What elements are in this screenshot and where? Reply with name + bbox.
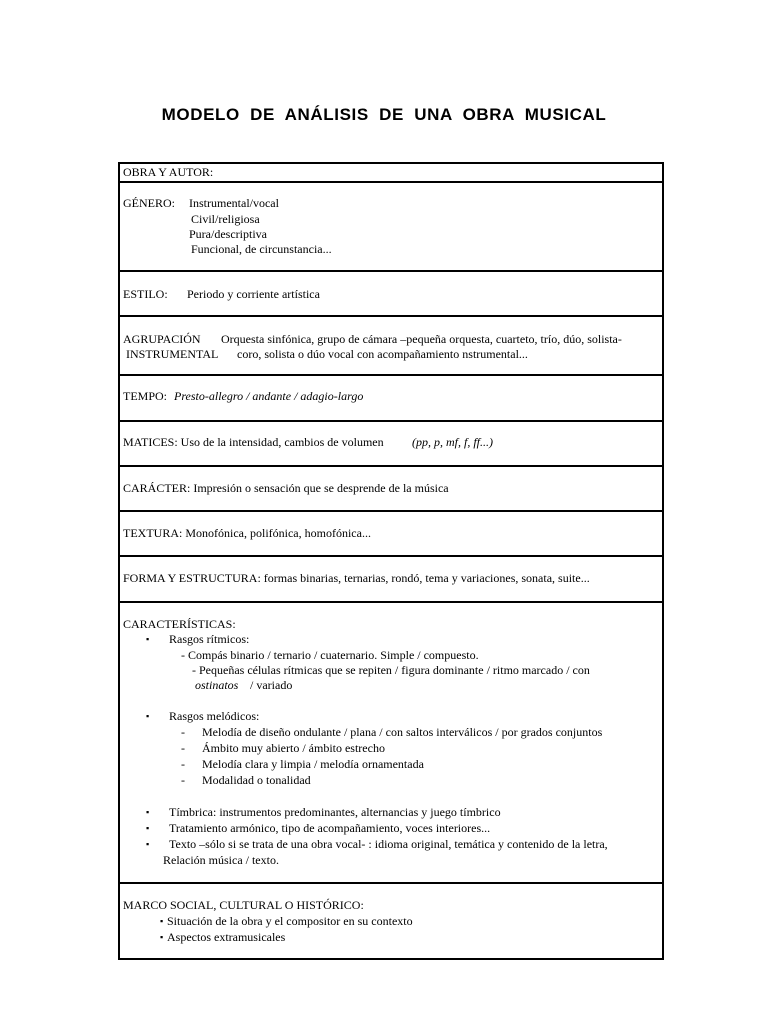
matices-text: MATICES: Uso de la intensidad, cambios de volumen bbox=[123, 435, 384, 449]
estilo-text: Periodo y corriente artística bbox=[187, 287, 320, 301]
caracteristicas-label: CARACTERÍSTICAS: bbox=[123, 617, 236, 631]
melodicos-item: Ámbito muy abierto / ámbito estrecho bbox=[202, 741, 385, 755]
genero-line: Pura/descriptiva bbox=[189, 227, 267, 241]
dash-icon: - bbox=[181, 757, 185, 771]
genero-line: Civil/religiosa bbox=[191, 212, 260, 226]
genero-line: Funcional, de circunstancia... bbox=[191, 242, 332, 256]
ritmicos-label: Rasgos rítmicos: bbox=[169, 632, 250, 646]
tempo-values: Presto-allegro / andante / adagio-largo bbox=[174, 389, 364, 403]
melodicos-label: Rasgos melódicos: bbox=[169, 709, 260, 723]
dash-icon: - bbox=[181, 741, 185, 755]
row-forma bbox=[120, 555, 662, 603]
row-obra-autor bbox=[120, 164, 662, 182]
timbrica-text: Tímbrica: instrumentos predominantes, alternancias y juego tímbrico bbox=[169, 805, 501, 819]
dash-icon: - bbox=[181, 725, 185, 739]
bullet-icon: ▪ bbox=[160, 932, 164, 942]
row-caracter bbox=[120, 465, 662, 512]
page-title: MODELO DE ANÁLISIS DE UNA OBRA MUSICAL bbox=[161, 105, 607, 124]
agrupacion-label-2: INSTRUMENTAL bbox=[126, 347, 219, 361]
row-marco bbox=[120, 882, 662, 958]
bullet-icon: ▪ bbox=[146, 839, 150, 849]
marco-item: Aspectos extramusicales bbox=[167, 930, 286, 944]
melodicos-item: Melodía de diseño ondulante / plana / con saltos interválicos / por grados conjuntos bbox=[202, 725, 603, 739]
armonico-text: Tratamiento armónico, tipo de acompañamiento, voces interiores... bbox=[169, 821, 491, 835]
bullet-icon: ▪ bbox=[146, 711, 150, 721]
genero-line: Instrumental/vocal bbox=[189, 196, 279, 210]
ritmicos-line: - Compás binario / ternario / cuaternario. Simple / compuesto. bbox=[181, 648, 479, 662]
ritmicos-line: - Pequeñas células rítmicas que se repiten / figura dominante / ritmo marcado / con bbox=[192, 663, 590, 677]
row-matices bbox=[120, 420, 662, 467]
bullet-icon: ▪ bbox=[146, 823, 150, 833]
obra-autor-label: OBRA Y AUTOR: bbox=[123, 165, 214, 179]
bullet-icon: ▪ bbox=[160, 916, 164, 926]
bullet-icon: ▪ bbox=[146, 634, 150, 644]
row-agrupacion bbox=[120, 315, 662, 376]
ritmicos-ostinatos: ostinatos bbox=[195, 678, 239, 692]
marco-label: MARCO SOCIAL, CULTURAL O HISTÓRICO: bbox=[123, 898, 364, 912]
bullet-icon: ▪ bbox=[146, 807, 150, 817]
dash-icon: - bbox=[181, 773, 185, 787]
texto-text-2: Relación música / texto. bbox=[163, 853, 279, 867]
textura-text: TEXTURA: Monofónica, polifónica, homofónica... bbox=[123, 526, 371, 540]
texto-text: Texto –sólo si se trata de una obra vocal- : idioma original, temática y contenido de la letra, bbox=[169, 837, 608, 851]
row-caracteristicas bbox=[120, 601, 662, 884]
agrupacion-label: AGRUPACIÓN bbox=[123, 332, 201, 346]
melodicos-item: Melodía clara y limpia / melodía ornamentada bbox=[202, 757, 424, 771]
melodicos-item: Modalidad o tonalidad bbox=[202, 773, 311, 787]
ritmicos-line: / variado bbox=[250, 678, 293, 692]
forma-text: FORMA Y ESTRUCTURA: formas binarias, ternarias, rondó, tema y variaciones, sonata, suite... bbox=[123, 571, 590, 585]
row-estilo bbox=[120, 270, 662, 317]
row-genero bbox=[120, 181, 662, 272]
analysis-table bbox=[118, 162, 664, 960]
row-tempo bbox=[120, 374, 662, 422]
estilo-label: ESTILO: bbox=[123, 287, 168, 301]
genero-label: GÉNERO: bbox=[123, 196, 175, 210]
tempo-label: TEMPO: bbox=[123, 389, 168, 403]
marco-item: Situación de la obra y el compositor en su contexto bbox=[167, 914, 413, 928]
agrupacion-text: Orquesta sinfónica, grupo de cámara –pequeña orquesta, cuarteto, trío, dúo, solista- bbox=[221, 332, 622, 346]
agrupacion-text-2: coro, solista o dúo vocal con acompañamiento nstrumental... bbox=[237, 347, 528, 361]
row-textura bbox=[120, 510, 662, 556]
matices-values: (pp, p, mf, f, ff...) bbox=[412, 435, 493, 449]
caracter-text: CARÁCTER: Impresión o sensación que se desprende de la música bbox=[123, 481, 449, 495]
